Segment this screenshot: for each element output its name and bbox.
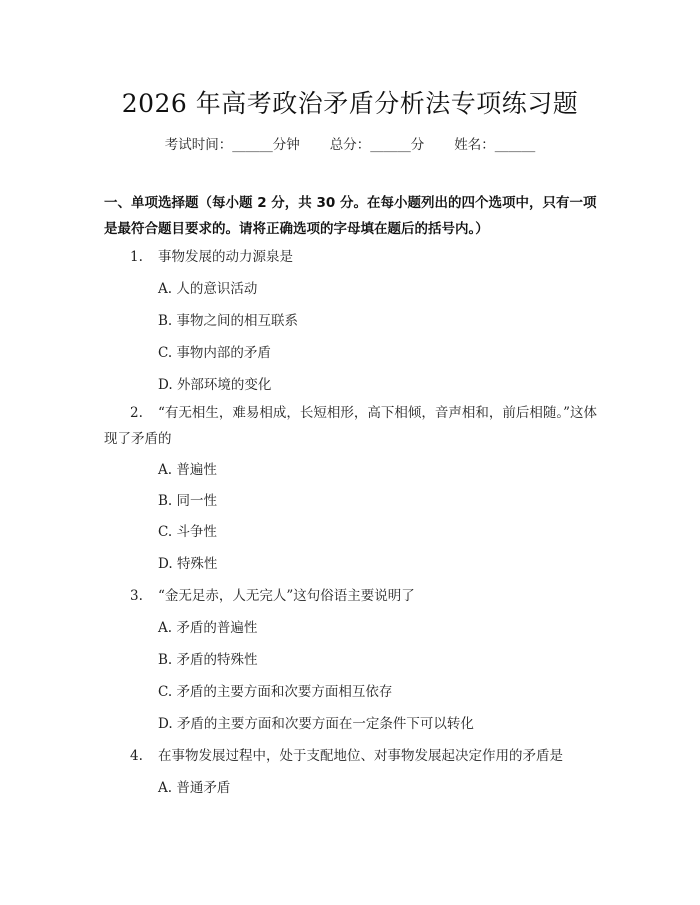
- option-text: 矛盾的主要方面和次要方面在一定条件下可以转化: [176, 716, 474, 732]
- student-name-label: 姓名：______: [454, 137, 536, 153]
- question-3-option-d: [158, 712, 474, 732]
- question-4-option-a: [158, 776, 230, 796]
- option-letter: A.: [158, 281, 173, 297]
- question-3-option-b: [158, 648, 258, 668]
- document-title: 2026 年高考政治矛盾分析法专项练习题: [121, 89, 579, 118]
- option-text: 同一性: [176, 493, 218, 509]
- question-stem: 在事物发展过程中，处于支配地位、对事物发展起决定作用的矛盾是: [158, 748, 563, 764]
- option-text: 普通矛盾: [176, 780, 231, 796]
- exam-meta: [0, 133, 700, 153]
- option-letter: D.: [158, 556, 173, 572]
- option-text: 普遍性: [176, 462, 217, 478]
- question-3: [130, 584, 415, 604]
- option-text: 特殊性: [176, 556, 218, 572]
- option-letter: C.: [158, 524, 173, 540]
- question-stem: “金无足赤，人无完人”这句俗语主要说明了: [158, 588, 415, 604]
- option-letter: C.: [158, 345, 173, 361]
- option-letter: D.: [158, 716, 173, 732]
- exam-time-label: 考试时间：______分钟: [164, 137, 300, 153]
- question-number: 3.: [130, 588, 143, 604]
- question-1: [130, 245, 293, 265]
- question-2-option-b: [158, 489, 217, 509]
- total-score-label: 总分：______分: [329, 137, 425, 153]
- question-4: [130, 744, 563, 764]
- question-3-option-c: [158, 680, 392, 700]
- option-letter: A.: [158, 462, 173, 478]
- option-text: 斗争性: [176, 524, 217, 540]
- question-2-option-a: [158, 458, 217, 478]
- question-number: 2.: [130, 405, 143, 421]
- question-2-option-c: [158, 520, 217, 540]
- option-letter: B.: [158, 652, 173, 668]
- question-1-option-b: [158, 309, 298, 329]
- option-text: 事物内部的矛盾: [176, 345, 271, 361]
- question-stem: “有无相生，难易相成，长短相形，高下相倾，音声相和，前后相随。”这体现了矛盾的: [104, 405, 598, 447]
- question-1-option-a: [158, 277, 257, 297]
- option-letter: A.: [158, 620, 173, 636]
- option-text: 人的意识活动: [176, 281, 258, 297]
- option-text: 外部环境的变化: [176, 377, 272, 393]
- option-letter: D.: [158, 377, 173, 393]
- option-text: 事物之间的相互联系: [176, 313, 299, 329]
- question-2-option-d: [158, 552, 217, 572]
- option-letter: C.: [158, 684, 173, 700]
- question-stem: 事物发展的动力源泉是: [158, 249, 293, 265]
- option-text: 矛盾的主要方面和次要方面相互依存: [176, 684, 393, 700]
- question-number: 1.: [130, 249, 143, 265]
- option-letter: B.: [158, 313, 173, 329]
- question-1-option-c: [158, 341, 271, 361]
- option-text: 矛盾的普遍性: [176, 620, 258, 636]
- question-2: [104, 400, 604, 452]
- option-letter: B.: [158, 493, 173, 509]
- question-3-option-a: [158, 616, 257, 636]
- question-1-option-d: [158, 373, 271, 393]
- option-letter: A.: [158, 780, 173, 796]
- option-text: 矛盾的特殊性: [176, 652, 258, 668]
- question-number: 4.: [130, 748, 143, 764]
- section-heading: 一、单项选择题（每小题 2 分，共 30 分。在每小题列出的四个选项中，只有一项是最符合题目要求的。请将正确选项的字母填在题后的括号内。）: [104, 195, 597, 237]
